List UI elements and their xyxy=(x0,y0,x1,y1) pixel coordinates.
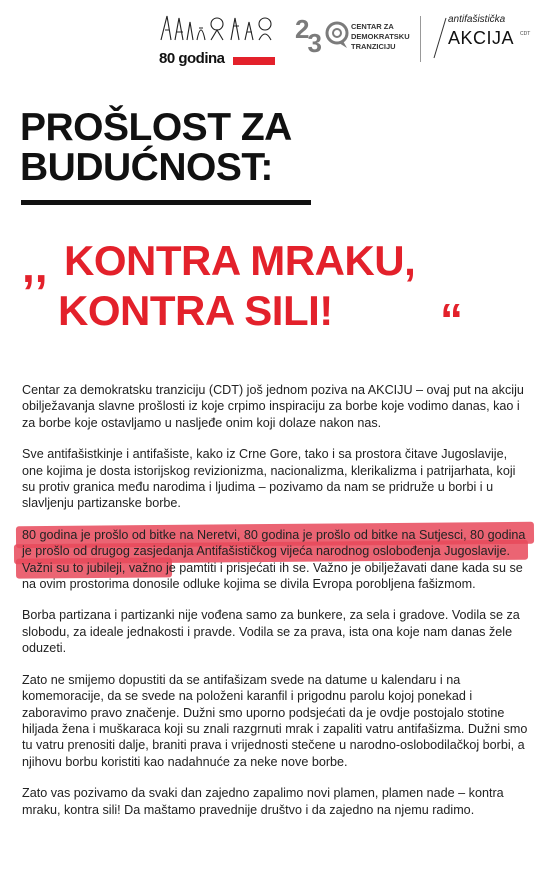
logo-cdt-digit-bottom: 3 xyxy=(307,28,320,58)
quote-close-mark: “ xyxy=(440,294,463,346)
logo-cdt-name-line-1: CENTAR ZA xyxy=(351,22,394,31)
slogan xyxy=(58,236,416,336)
paragraph-3-rest: Važni su to jubileji, važno je pamtiti i prisjećati ih se. Važno je obilježavati dane kada su se na ovim prostorima donosile odluke kojima se divila Evropa porobljena fašizmom. xyxy=(22,560,523,592)
paragraph-4: Borba partizana i partizanki nije vođena samo za bunkere, za sela i gradove. Vodila se za slobodu, za ideale jednakosti i pravde. Vodila se za prava, ista ona koje nam danas žele oduzeti. xyxy=(22,608,520,656)
logo-divider xyxy=(420,16,421,62)
highlighted-text: 80 godina je prošlo od bitke na Neretvi, 80 godina je prošlo od bitke na Sutjesci, 80 godina je prošlo od drugog zasjedanja Antifašističkog vijeća narodnog oslobođenja Jugoslavije. xyxy=(22,527,526,559)
logo-antifasisticka-akcija xyxy=(432,14,542,66)
title-underline xyxy=(21,200,311,205)
logo-akcija-cdt: CDT xyxy=(520,31,531,37)
paragraph-3 xyxy=(22,527,530,593)
logo-80-godina xyxy=(157,12,277,70)
title-line-2: BUDUĆNOST: xyxy=(20,146,273,189)
paragraph-2: Sve antifašistkinje i antifašiste, kako iz Crne Gore, tako i sa prostora čitave Jugoslavije, one kojima je dosta istorijskog revizionizma, nacionalizma, klerikalizma i patrijarhata, koji su protiv granica među narodima i ljudima – pozivamo da nam se pridruže u borbi i u slavljenju partizanske borbe. xyxy=(22,447,516,511)
title-line-1: PROŠLOST ZA xyxy=(20,106,292,149)
paragraph-5: Zato ne smijemo dopustiti da se antifašizam svede na datume u kalendaru i na komemoracije, da se svede na položeni karanfil i prigodnu parolu kojoj ponekad i zaboravimo pravo značenje. Dužni smo uporno podsjećati da je ovdje postojalo stotine hiljada žena i muškaraca koji su znali razgrnuti mrak i zapaliti vatru antifašizma. Dužni smo tu vatru prenositi dalje, braniti prava i vrijednosti stečene u narodno-oslobodilačkoj borbi, a njihovu borbu koristiti kao nadahnuće za neke nove borbe. xyxy=(22,672,528,769)
logo-red-bar xyxy=(233,57,275,65)
paragraph-6: Zato vas pozivamo da svaki dan zajedno zapalimo novi plamen, plamen nade – kontra mraku, kontra sili! Da maštamo pravednije društvo i da zajedno na njemu radimo. xyxy=(22,786,504,817)
quote-open-mark: ,, xyxy=(22,240,48,292)
logo-akcija-small: antifašistička xyxy=(448,14,506,25)
logo-cdt xyxy=(295,14,415,66)
logo-cdt-name-line-2: DEMOKRATSKU xyxy=(351,32,410,41)
logo-80-text: 80 godina xyxy=(159,50,225,67)
logo-cdt-digit-top: 2 xyxy=(295,14,308,44)
body-text xyxy=(22,382,530,833)
logo-cdt-digits xyxy=(295,14,320,58)
cdt-speech-ring-icon xyxy=(325,20,349,50)
page-title xyxy=(20,108,292,188)
slogan-line-1: KONTRA MRAKU, xyxy=(64,237,416,284)
paragraph-1: Centar za demokratsku tranziciju (CDT) još jednom poziva na AKCIJU – ovaj put na akciju obilježavanja slavne prošlosti iz koje crpimo inspiraciju za borbe koje vodimo danas, kao i za borbe koje ostavljamo u nasljeđe onim koji dolaze nakon nas. xyxy=(22,383,524,430)
slash-mark-icon xyxy=(432,16,448,60)
logo-cdt-name xyxy=(351,22,410,52)
logo-cdt-name-line-3: TRANZICIJU xyxy=(351,42,396,51)
slogan-line-2: KONTRA SILI! xyxy=(58,287,333,334)
header xyxy=(0,8,549,68)
logo-akcija-big: AKCIJA xyxy=(448,28,515,48)
partisan-sketch-icon xyxy=(157,12,277,42)
